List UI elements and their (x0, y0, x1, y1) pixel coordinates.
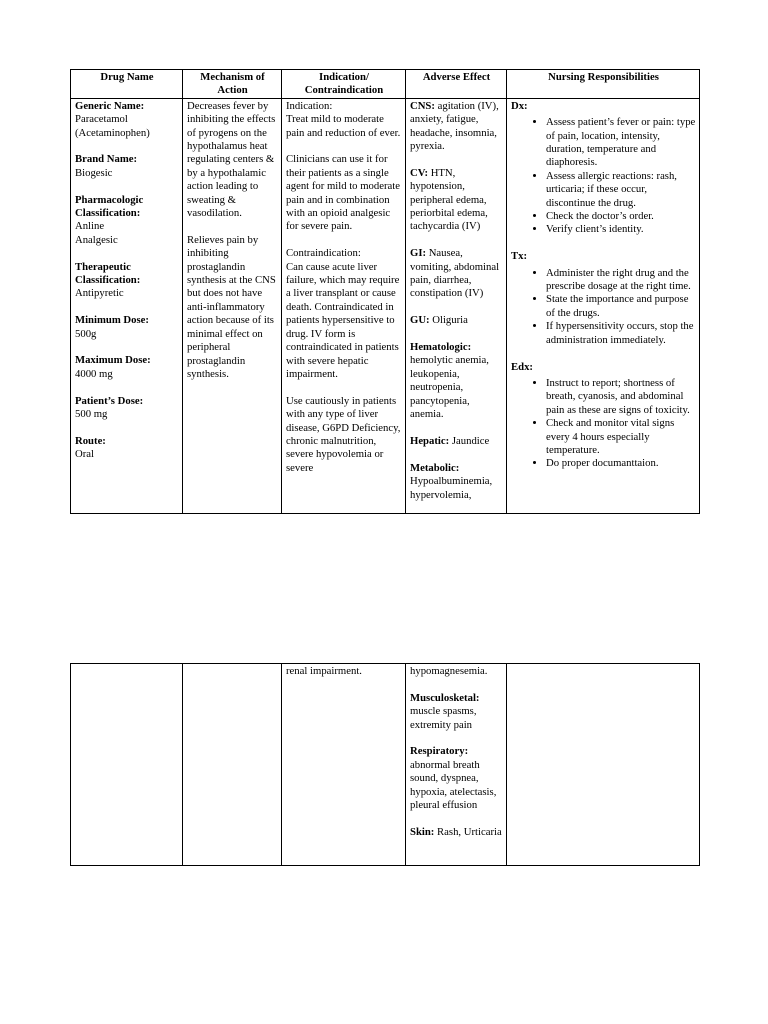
adverse-skin (410, 826, 503, 839)
table-row (71, 664, 700, 866)
header-nursing-responsibilities: Nursing Responsibilities (507, 70, 700, 99)
indication-text: Treat mild to moderate pain and reduction of ever. (286, 113, 401, 139)
drug-name-cell (71, 98, 183, 513)
skin-label: Skin: (410, 825, 435, 838)
skin-text: Rash, Urticaria (437, 825, 502, 838)
hematologic-label: Hematologic: (410, 341, 472, 354)
metabolic-text-continued: hypomagnesemia. (410, 665, 488, 677)
generic-name-label: Generic Name: (75, 99, 145, 112)
list-item: • Administer the right drug and the prescribe dosage at the right time. (546, 267, 696, 294)
drug-study-table (70, 69, 700, 514)
mechanism-cell (183, 98, 282, 513)
gi-label: GI: (410, 247, 427, 260)
table-row (71, 98, 700, 513)
patient-dose-value: 500 mg (75, 408, 108, 421)
generic-name-value: Paracetamol (75, 113, 128, 126)
cns-text: agitation (IV), anxiety, fatigue, headache, insomnia, pyrexia. (410, 99, 499, 153)
caution-text: Use cautiously in patients with any type of liver disease, G6PD Deficiency, chronic malnutrition, severe hypovolemia or severe (286, 394, 401, 474)
adverse-musculoskeletal (410, 692, 503, 732)
tx-list (511, 267, 696, 347)
adverse-gi (410, 247, 503, 301)
gi-text: Nausea, vomiting, abdominal pain, diarrhea, constipation (IV) (410, 247, 500, 300)
list-item: • Check the doctor’s order. (546, 210, 696, 223)
cns-label: CNS: (410, 99, 435, 112)
adverse-cns (410, 100, 503, 154)
header-adverse-effect: Adverse Effect (406, 70, 507, 99)
adverse-metabolic (410, 462, 503, 502)
gu-text: Oliguria (432, 314, 468, 327)
list-item: • Instruct to report; shortness of breath, cyanosis, and abdominal pain as these are signs of toxicity. (546, 377, 696, 417)
contraindication-block (286, 247, 402, 381)
header-mechanism: Mechanism of Action (183, 70, 282, 99)
generic-name-alt: (Acetaminophen) (75, 126, 150, 139)
hepatic-label: Hepatic: (410, 434, 450, 447)
mechanism-paragraph: Decreases fever by inhibiting the effects of pyrogens on the hypothalamus heat regulating centers & by a hypothalamic action leading to sweating & vasodilation. (187, 99, 276, 220)
metabolic-label: Metabolic: (410, 461, 460, 474)
brand-name-label: Brand Name: (75, 153, 138, 166)
route-block (75, 435, 179, 462)
drug-name-cell-empty (71, 664, 183, 866)
cv-label: CV: (410, 166, 429, 179)
list-item: • Verify client’s identity. (546, 223, 696, 236)
pharmacologic-class-value-2: Analgesic (75, 233, 118, 246)
list-item: • State the importance and purpose of the drugs. (546, 293, 696, 320)
pharmacologic-class-block (75, 194, 179, 248)
minimum-dose-label: Minimum Dose: (75, 314, 149, 327)
cv-text: HTN, hypotension, peripheral edema, periorbital edema, tachycardia (IV) (410, 166, 488, 233)
clinician-use-text: Clinicians can use it for their patients as a single agent for mild to moderate pain and in combination with an opioid analgesic for severe pain. (286, 153, 400, 233)
list-item: • Assess patient’s fever or pain: type of pain, location, intensity, duration, temperature and diaphoresis. (546, 116, 696, 170)
nursing-cell (507, 98, 700, 513)
list-item: • If hypersensitivity occurs, stop the administration immediately. (546, 320, 696, 347)
caution-text-continued: renal impairment. (286, 665, 362, 677)
therapeutic-class-label: Therapeutic Classification: (75, 260, 141, 287)
pharmacologic-class-value: Anline (75, 220, 105, 233)
indication-label: Indication: (286, 99, 333, 112)
indication-block (286, 100, 402, 140)
tx-label: Tx: (511, 250, 528, 263)
nursing-cell-empty (507, 664, 700, 866)
therapeutic-class-value: Antipyretic (75, 287, 124, 300)
edx-label: Edx: (511, 360, 533, 373)
contraindication-label: Contraindication: (286, 247, 361, 260)
adverse-hepatic (410, 435, 503, 448)
minimum-dose-block (75, 314, 179, 341)
edx-list (511, 377, 696, 471)
adverse-cv (410, 167, 503, 234)
indication-cell-continued (282, 664, 406, 866)
hematologic-text: hemolytic anemia, leukopenia, neutropenia, pancytopenia, anemia. (410, 354, 489, 421)
route-label: Route: (75, 434, 106, 447)
respiratory-text: abnormal breath sound, dyspnea, hypoxia, atelectasis, pleural effusion (410, 758, 497, 812)
musculoskeletal-text: muscle spasms, extremity pain (410, 705, 477, 731)
mechanism-paragraph: Relieves pain by inhibiting prostaglandin synthesis at the CNS but does not have anti-inflammatory action because of its minimal effect on peripheral prostaglandin synthesis. (187, 233, 276, 380)
gu-label: GU: (410, 314, 430, 327)
minimum-dose-value: 500g (75, 327, 97, 340)
hepatic-text: Jaundice (451, 434, 490, 447)
list-item: • Check and monitor vital signs every 4 hours especially temperature. (546, 417, 696, 457)
brand-name-value: Biogesic (75, 166, 113, 179)
maximum-dose-block (75, 354, 179, 381)
adverse-respiratory (410, 745, 503, 812)
maximum-dose-label: Maximum Dose: (75, 354, 151, 367)
pharmacologic-class-label: Pharmacologic Classification: (75, 193, 144, 220)
musculoskeletal-label: Musculosketal: (410, 691, 480, 704)
list-item: • Do proper documanttaion. (546, 457, 696, 470)
patient-dose-block (75, 395, 179, 422)
dx-list (511, 116, 696, 237)
adverse-effect-cell-continued (406, 664, 507, 866)
generic-name-block (75, 100, 179, 140)
header-drug-name: Drug Name (71, 70, 183, 99)
drug-study-table-continued (70, 663, 700, 866)
indication-cell (282, 98, 406, 513)
table-header-row (71, 70, 700, 99)
list-item: • Assess allergic reactions: rash, urticaria; if these occur, discontinue the drug. (546, 170, 696, 210)
contraindication-text: Can cause acute liver failure, which may require a liver transplant or cause death. Contraindicated in patients hypersensitive to drug. IV form is contraindicated in patients with severe hepatic impairment. (286, 260, 400, 380)
adverse-hematologic (410, 341, 503, 421)
therapeutic-class-block (75, 261, 179, 301)
dx-label: Dx: (511, 99, 528, 112)
brand-name-block (75, 153, 179, 180)
metabolic-text: Hypoalbuminemia, hypervolemia, (410, 475, 493, 501)
adverse-effect-cell (406, 98, 507, 513)
route-value: Oral (75, 448, 94, 461)
adverse-gu (410, 314, 503, 327)
maximum-dose-value: 4000 mg (75, 367, 113, 380)
patient-dose-label: Patient’s Dose: (75, 394, 144, 407)
respiratory-label: Respiratory: (410, 745, 469, 758)
header-indication: Indication/ Contraindication (282, 70, 406, 99)
mechanism-cell-empty (183, 664, 282, 866)
